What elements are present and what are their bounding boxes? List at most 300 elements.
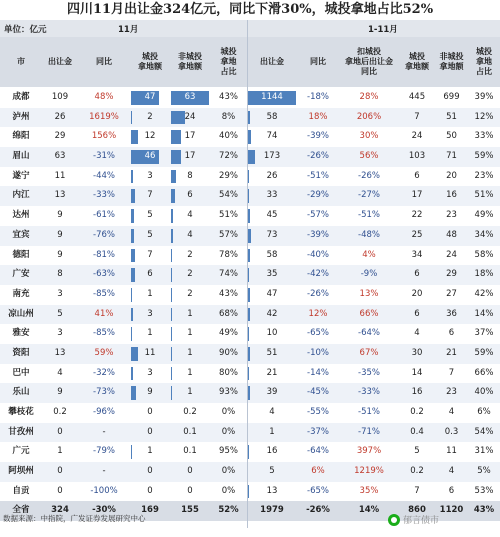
column-header-m_nct: 非城投 拿地额	[178, 52, 202, 71]
nov-non-chengtou-cell: 1	[187, 308, 193, 319]
ytd-non-chengtou-cell: 23	[446, 387, 457, 398]
ytd-chengtou-cell: 17	[411, 190, 423, 201]
nov-non-chengtou-cell: 2	[187, 249, 193, 260]
nov-chengtou-cell: 0	[147, 466, 153, 477]
nov-chengtou-cell: 3	[147, 170, 153, 181]
nov-non-chengtou-cell: 4	[187, 210, 193, 221]
ytd-chengtou-cell: 0.2	[410, 407, 424, 417]
nov-chengtou-cell: 1	[147, 328, 153, 339]
ytd-non-chengtou-cell: 23	[446, 210, 457, 221]
ytd-yoy-cell: -26%	[306, 505, 330, 516]
nov-yoy-cell: -85%	[93, 328, 115, 339]
ytd-amount-cell: 21	[266, 367, 278, 378]
ytd-amount-cell: 58	[266, 249, 278, 260]
nov-non-chengtou-cell: 17	[184, 131, 196, 142]
ytd-chengtou-cell: 6	[414, 170, 420, 181]
ytd-chengtou-cell: 14	[411, 367, 423, 378]
ytd-amount-cell: 1	[269, 426, 275, 437]
nov-amount-cell: 9	[57, 249, 63, 260]
nov-share-cell: 49%	[219, 328, 238, 339]
column-header-row	[0, 37, 500, 87]
nov-share-cell: 40%	[219, 131, 238, 142]
ytd-non-chengtou-cell: 29	[446, 269, 457, 280]
nov-amount-cell: 13	[54, 347, 66, 358]
city-cell: 遂宁	[12, 170, 30, 181]
nov-chengtou-cell: 7	[147, 249, 153, 260]
ytd-share-cell: 34%	[474, 229, 494, 240]
column-header-y_ct: 城投 拿地额	[405, 52, 429, 71]
ytd-amount-cell: 51	[266, 347, 278, 358]
table-row	[0, 265, 500, 285]
ytd-share-cell: 40%	[474, 387, 494, 398]
ytd-ex-chengtou-yoy-cell: -51%	[358, 407, 380, 417]
nov-share-cell: 95%	[219, 446, 238, 457]
table-row	[0, 108, 500, 128]
ytd-yoy-cell: 12%	[308, 308, 328, 319]
nov-chengtou-cell: 12	[144, 131, 156, 142]
city-cell: 达州	[12, 210, 30, 221]
ytd-ex-chengtou-yoy-cell: 56%	[359, 151, 379, 162]
nov-share-cell: 57%	[219, 229, 238, 240]
ytd-share-cell: 33%	[474, 131, 494, 142]
table-row	[0, 226, 500, 246]
ytd-chengtou-cell: 7	[414, 111, 420, 122]
city-cell: 攀枝花	[8, 407, 34, 417]
nov-chengtou-cell: 5	[147, 229, 153, 240]
ytd-yoy-cell: -18%	[307, 92, 329, 102]
ytd-yoy-cell: -39%	[307, 229, 329, 240]
column-header-m_yoy: 同比	[96, 57, 112, 66]
nov-non-chengtou-cell: 63	[184, 92, 196, 102]
nov-yoy-cell: 48%	[94, 92, 114, 102]
table-row	[0, 246, 500, 266]
ytd-share-cell: 51%	[474, 190, 494, 201]
wechat-icon	[388, 514, 400, 526]
nov-yoy-cell: -30%	[92, 505, 116, 516]
ytd-non-chengtou-cell: 6	[448, 328, 455, 339]
table-row	[0, 305, 500, 325]
nov-yoy-cell: -61%	[93, 210, 115, 221]
table-row	[0, 423, 500, 443]
city-cell: 全省	[12, 505, 30, 516]
ytd-amount-cell: 5	[269, 466, 275, 477]
city-cell: 南充	[12, 288, 30, 299]
nov-chengtou-cell: 46	[144, 151, 156, 162]
group-header-1-11: 1-11月	[368, 25, 398, 35]
table-row	[0, 324, 500, 344]
table-row	[0, 403, 500, 423]
nov-chengtou-cell: 169	[141, 505, 159, 516]
ytd-amount-cell: 1979	[260, 505, 284, 516]
data-rows	[0, 88, 500, 521]
ytd-non-chengtou-cell: 71	[446, 151, 457, 162]
ytd-non-chengtou-cell: 7	[448, 367, 455, 378]
table-row	[0, 167, 500, 187]
ytd-non-chengtou-cell: 4	[448, 407, 455, 417]
city-cell: 广安	[12, 269, 30, 280]
ytd-yoy-cell: -51%	[307, 170, 329, 181]
nov-yoy-cell: -81%	[93, 249, 115, 260]
nov-share-cell: 43%	[219, 92, 238, 102]
nov-share-cell: 68%	[219, 308, 238, 319]
ytd-chengtou-cell: 5	[414, 446, 420, 457]
nov-chengtou-cell: 3	[147, 308, 153, 319]
column-header-y_amt: 出让金	[260, 57, 284, 66]
ytd-ex-chengtou-yoy-cell: -51%	[358, 210, 380, 221]
nov-non-chengtou-cell: 1	[187, 367, 193, 378]
ytd-share-cell: 43%	[473, 505, 495, 516]
nov-yoy-cell: -73%	[93, 387, 115, 398]
ytd-ex-chengtou-yoy-cell: 13%	[359, 288, 379, 299]
ytd-ex-chengtou-yoy-cell: 66%	[359, 308, 379, 319]
nov-non-chengtou-cell: 2	[187, 288, 193, 299]
ytd-yoy-cell: -57%	[307, 210, 329, 221]
ytd-chengtou-cell: 860	[408, 505, 426, 516]
table-row	[0, 442, 500, 462]
ytd-non-chengtou-cell: 1120	[439, 505, 464, 516]
ytd-non-chengtou-cell: 36	[446, 308, 457, 319]
nov-amount-cell: 0	[57, 426, 63, 437]
city-cell: 眉山	[12, 151, 30, 162]
ytd-amount-cell: 39	[266, 387, 278, 398]
ytd-ex-chengtou-yoy-cell: 1219%	[354, 466, 384, 477]
nov-non-chengtou-cell: 0	[187, 466, 193, 477]
table-row	[0, 383, 500, 403]
nov-non-chengtou-cell: 6	[187, 190, 193, 201]
nov-non-chengtou-cell: 155	[181, 505, 199, 516]
nov-non-chengtou-cell: 1	[187, 328, 193, 339]
nov-chengtou-cell: 0	[147, 426, 153, 437]
ytd-chengtou-cell: 24	[411, 131, 423, 142]
nov-non-chengtou-cell: 17	[184, 151, 196, 162]
ytd-share-cell: 39%	[474, 92, 494, 102]
ytd-non-chengtou-cell: 51	[446, 111, 457, 122]
ytd-yoy-cell: -40%	[307, 249, 329, 260]
nov-amount-cell: 3	[57, 328, 63, 339]
nov-yoy-cell: -	[102, 426, 106, 437]
nov-share-cell: 0%	[221, 466, 236, 477]
nov-chengtou-cell: 47	[144, 92, 156, 102]
nov-yoy-cell: 156%	[91, 131, 117, 142]
table-row	[0, 482, 500, 502]
nov-chengtou-cell: 7	[147, 190, 153, 201]
ytd-yoy-cell: -45%	[307, 387, 329, 398]
ytd-share-cell: 6%	[477, 407, 491, 417]
nov-chengtou-cell: 0	[147, 407, 153, 417]
city-cell: 宜宾	[12, 229, 30, 240]
nov-share-cell: 43%	[219, 288, 238, 299]
table-row	[0, 206, 500, 226]
nov-amount-cell: 1	[57, 446, 63, 457]
nov-non-chengtou-cell: 2	[187, 269, 193, 280]
nov-amount-cell: 4	[57, 367, 63, 378]
nov-non-chengtou-cell: 1	[187, 347, 193, 358]
nov-yoy-cell: 1619%	[89, 111, 119, 122]
nov-amount-cell: 9	[57, 229, 63, 240]
nov-yoy-cell: -33%	[93, 190, 115, 201]
ytd-share-cell: 66%	[474, 367, 494, 378]
ytd-amount-cell: 26	[266, 170, 278, 181]
ytd-non-chengtou-cell: 50	[446, 131, 457, 142]
city-cell: 泸州	[12, 111, 30, 122]
ytd-chengtou-cell: 34	[411, 249, 423, 260]
nov-chengtou-cell: 6	[147, 269, 153, 280]
city-cell: 巴中	[12, 367, 30, 378]
nov-non-chengtou-cell: 4	[187, 229, 193, 240]
nov-yoy-cell: -79%	[93, 446, 115, 457]
ytd-ex-chengtou-yoy-cell: 28%	[359, 92, 379, 102]
nov-yoy-cell: -32%	[93, 367, 115, 378]
ytd-share-cell: 42%	[474, 288, 494, 299]
ytd-share-cell: 59%	[474, 151, 494, 162]
table-row	[0, 186, 500, 206]
nov-non-chengtou-cell: 0.1	[183, 426, 197, 437]
ytd-yoy-cell: -26%	[307, 288, 329, 299]
ytd-chengtou-cell: 25	[411, 229, 423, 240]
nov-amount-cell: 11	[54, 170, 66, 181]
city-cell: 乐山	[12, 387, 30, 398]
nov-yoy-cell: -76%	[93, 229, 115, 240]
ytd-ex-chengtou-yoy-cell: -26%	[358, 170, 380, 181]
nov-chengtou-cell: 3	[147, 367, 153, 378]
ytd-yoy-cell: -10%	[307, 347, 329, 358]
ytd-chengtou-cell: 6	[414, 269, 420, 280]
ytd-share-cell: 18%	[474, 269, 494, 280]
ytd-share-cell: 54%	[474, 426, 494, 437]
ytd-yoy-cell: -14%	[307, 367, 329, 378]
nov-amount-cell: 29	[54, 131, 66, 142]
nov-chengtou-cell: 11	[144, 347, 156, 358]
ytd-share-cell: 59%	[474, 347, 494, 358]
nov-share-cell: 0%	[221, 407, 236, 417]
ytd-ex-chengtou-yoy-cell: 4%	[362, 249, 376, 260]
ytd-share-cell: 23%	[474, 170, 494, 181]
nov-non-chengtou-cell: 24	[184, 111, 196, 122]
ytd-yoy-cell: -39%	[307, 131, 329, 142]
nov-non-chengtou-cell: 0	[187, 485, 193, 496]
nov-amount-cell: 5	[57, 308, 63, 319]
nov-non-chengtou-cell: 0.2	[183, 407, 197, 417]
nov-amount-cell: 26	[54, 111, 66, 122]
ytd-non-chengtou-cell: 21	[446, 347, 457, 358]
ytd-amount-cell: 173	[263, 151, 281, 162]
city-cell: 雅安	[12, 328, 30, 339]
nov-share-cell: 72%	[219, 151, 238, 162]
nov-share-cell: 0%	[221, 426, 236, 437]
ytd-ex-chengtou-yoy-cell: 206%	[356, 111, 382, 122]
city-cell: 德阳	[12, 249, 30, 260]
ytd-non-chengtou-cell: 48	[446, 229, 457, 240]
ytd-share-cell: 37%	[474, 328, 494, 339]
ytd-share-cell: 31%	[474, 446, 494, 457]
ytd-ex-chengtou-yoy-cell: 397%	[356, 446, 382, 457]
unit-label: 单位：亿元	[4, 25, 47, 35]
ytd-amount-cell: 73	[266, 229, 278, 240]
ytd-share-cell: 58%	[474, 249, 494, 260]
ytd-chengtou-cell: 4	[414, 328, 420, 339]
table-row	[0, 462, 500, 482]
ytd-non-chengtou-cell: 6	[448, 485, 455, 496]
ytd-amount-cell: 10	[266, 328, 278, 339]
nov-yoy-cell: -63%	[93, 269, 115, 280]
ytd-ex-chengtou-yoy-cell: 14%	[358, 505, 380, 516]
table-row	[0, 344, 500, 364]
nov-share-cell: 80%	[219, 367, 238, 378]
nov-amount-cell: 13	[54, 190, 66, 201]
nov-share-cell: 93%	[219, 387, 238, 398]
nov-amount-cell: 0	[57, 485, 63, 496]
ytd-chengtou-cell: 0.2	[410, 466, 424, 477]
nov-amount-cell: 3	[57, 288, 63, 299]
ytd-ex-chengtou-yoy-cell: -48%	[358, 229, 380, 240]
ytd-amount-cell: 13	[266, 485, 278, 496]
table-row	[0, 127, 500, 147]
ytd-share-cell: 49%	[474, 210, 494, 221]
ytd-chengtou-cell: 20	[411, 288, 423, 299]
ytd-ex-chengtou-yoy-cell: 67%	[359, 347, 379, 358]
ytd-amount-cell: 4	[269, 407, 275, 417]
ytd-yoy-cell: -64%	[307, 446, 329, 457]
nov-share-cell: 8%	[221, 111, 236, 122]
city-cell: 内江	[12, 190, 30, 201]
ytd-amount-cell: 47	[266, 288, 278, 299]
ytd-amount-cell: 45	[266, 210, 278, 221]
ytd-chengtou-cell: 16	[411, 387, 423, 398]
ytd-non-chengtou-cell: 27	[446, 288, 457, 299]
nov-share-cell: 51%	[219, 210, 238, 221]
ytd-amount-cell: 58	[266, 111, 278, 122]
ytd-ex-chengtou-yoy-cell: -35%	[358, 367, 380, 378]
nov-yoy-cell: -31%	[93, 151, 115, 162]
column-header-m_share: 城投 拿地 占比	[220, 47, 237, 76]
nov-amount-cell: 9	[57, 387, 63, 398]
ytd-chengtou-cell: 7	[414, 485, 420, 496]
nov-share-cell: 52%	[218, 505, 239, 516]
watermark-text: 郁言债市	[403, 516, 440, 526]
ytd-chengtou-cell: 103	[408, 151, 426, 162]
ytd-yoy-cell: -65%	[307, 328, 329, 339]
ytd-amount-cell: 1144	[261, 92, 283, 102]
nov-amount-cell: 109	[51, 92, 69, 102]
ytd-ex-chengtou-yoy-cell: 30%	[359, 131, 379, 142]
nov-non-chengtou-cell: 1	[187, 387, 193, 398]
ytd-amount-cell: 74	[266, 131, 278, 142]
nov-yoy-cell: -	[102, 466, 106, 477]
ytd-share-cell: 12%	[474, 111, 494, 122]
ytd-amount-cell: 42	[266, 308, 278, 319]
ytd-amount-cell: 35	[266, 269, 278, 280]
ytd-non-chengtou-cell: 0.3	[444, 426, 459, 437]
nov-chengtou-cell: 1	[147, 288, 153, 299]
nov-amount-cell: 8	[57, 269, 63, 280]
nov-amount-cell: 324	[51, 505, 69, 516]
nov-chengtou-cell: 0	[147, 485, 153, 496]
nov-share-cell: 29%	[219, 170, 238, 181]
ytd-non-chengtou-cell: 24	[446, 249, 457, 260]
city-cell: 阿坝州	[8, 466, 34, 477]
ytd-ex-chengtou-yoy-cell: -33%	[358, 387, 380, 398]
ytd-non-chengtou-cell: 11	[446, 446, 457, 457]
ytd-yoy-cell: -42%	[307, 269, 329, 280]
page-title: 四川11月出让金324亿元，同比下滑30%，城投拿地占比52%	[66, 2, 434, 17]
nov-share-cell: 90%	[219, 347, 238, 358]
nov-yoy-cell: 59%	[94, 347, 114, 358]
nov-yoy-cell: 41%	[94, 308, 114, 319]
column-header-y_ex: 扣城投 拿地后出让金 同比	[345, 47, 393, 76]
nov-amount-cell: 9	[57, 210, 63, 221]
ytd-chengtou-cell: 30	[411, 347, 423, 358]
ytd-chengtou-cell: 0.4	[410, 426, 424, 437]
city-cell: 资阳	[12, 347, 30, 358]
column-header-y_yoy: 同比	[310, 57, 326, 66]
ytd-ex-chengtou-yoy-cell: -71%	[358, 426, 380, 437]
ytd-share-cell: 5%	[477, 466, 491, 477]
ytd-yoy-cell: -26%	[307, 151, 329, 162]
ytd-chengtou-cell: 22	[411, 210, 423, 221]
nov-amount-cell: 63	[54, 151, 66, 162]
column-header-m_ct: 城投 拿地额	[138, 52, 162, 71]
ytd-non-chengtou-cell: 4	[448, 466, 455, 477]
ytd-non-chengtou-cell: 20	[446, 170, 457, 181]
ytd-amount-cell: 16	[266, 446, 278, 457]
ytd-non-chengtou-cell: 699	[443, 92, 460, 102]
ytd-ex-chengtou-yoy-cell: -27%	[358, 190, 380, 201]
city-cell: 甘孜州	[8, 426, 34, 437]
ytd-amount-cell: 33	[266, 190, 278, 201]
group-header-11: 11月	[118, 25, 139, 35]
ytd-yoy-cell: -37%	[307, 426, 329, 437]
nov-share-cell: 54%	[219, 190, 238, 201]
nov-chengtou-cell: 1	[147, 446, 153, 457]
city-cell: 自贡	[12, 485, 30, 496]
ytd-chengtou-cell: 6	[414, 308, 420, 319]
column-header-m_amt: 出让金	[48, 57, 72, 66]
ytd-yoy-cell: 18%	[308, 111, 328, 122]
nov-yoy-cell: -100%	[90, 485, 118, 496]
nov-share-cell: 74%	[219, 269, 238, 280]
ytd-non-chengtou-cell: 16	[446, 190, 457, 201]
city-cell: 凉山州	[8, 308, 34, 319]
nov-non-chengtou-cell: 8	[187, 170, 193, 181]
source-note: 数据来源：中指院，广发证券发展研究中心	[3, 514, 146, 523]
ytd-share-cell: 53%	[474, 485, 494, 496]
nov-amount-cell: 0	[57, 466, 63, 477]
ytd-ex-chengtou-yoy-cell: 35%	[359, 485, 379, 496]
table-row	[0, 285, 500, 305]
ytd-yoy-cell: -65%	[307, 485, 329, 496]
column-header-y_nct: 非城投 拿地额	[439, 52, 464, 71]
column-header-city: 市	[17, 57, 25, 66]
table-row	[0, 88, 500, 108]
nov-non-chengtou-cell: 0.1	[183, 446, 197, 457]
nov-amount-cell: 0.2	[53, 407, 67, 417]
table-row	[0, 364, 500, 384]
header-group-row	[0, 20, 500, 37]
nov-yoy-cell: -85%	[93, 288, 115, 299]
table-row	[0, 147, 500, 167]
ytd-chengtou-cell: 445	[408, 92, 426, 102]
nov-chengtou-cell: 5	[147, 210, 153, 221]
nov-yoy-cell: -44%	[93, 170, 115, 181]
city-cell: 广元	[12, 446, 30, 457]
nov-chengtou-cell: 9	[147, 387, 153, 398]
ytd-yoy-cell: -55%	[307, 407, 329, 417]
ytd-share-cell: 14%	[474, 308, 494, 319]
nov-chengtou-cell: 2	[147, 111, 153, 122]
city-cell: 绵阳	[12, 131, 30, 142]
nov-share-cell: 0%	[221, 485, 236, 496]
ytd-ex-chengtou-yoy-cell: -9%	[360, 269, 378, 280]
